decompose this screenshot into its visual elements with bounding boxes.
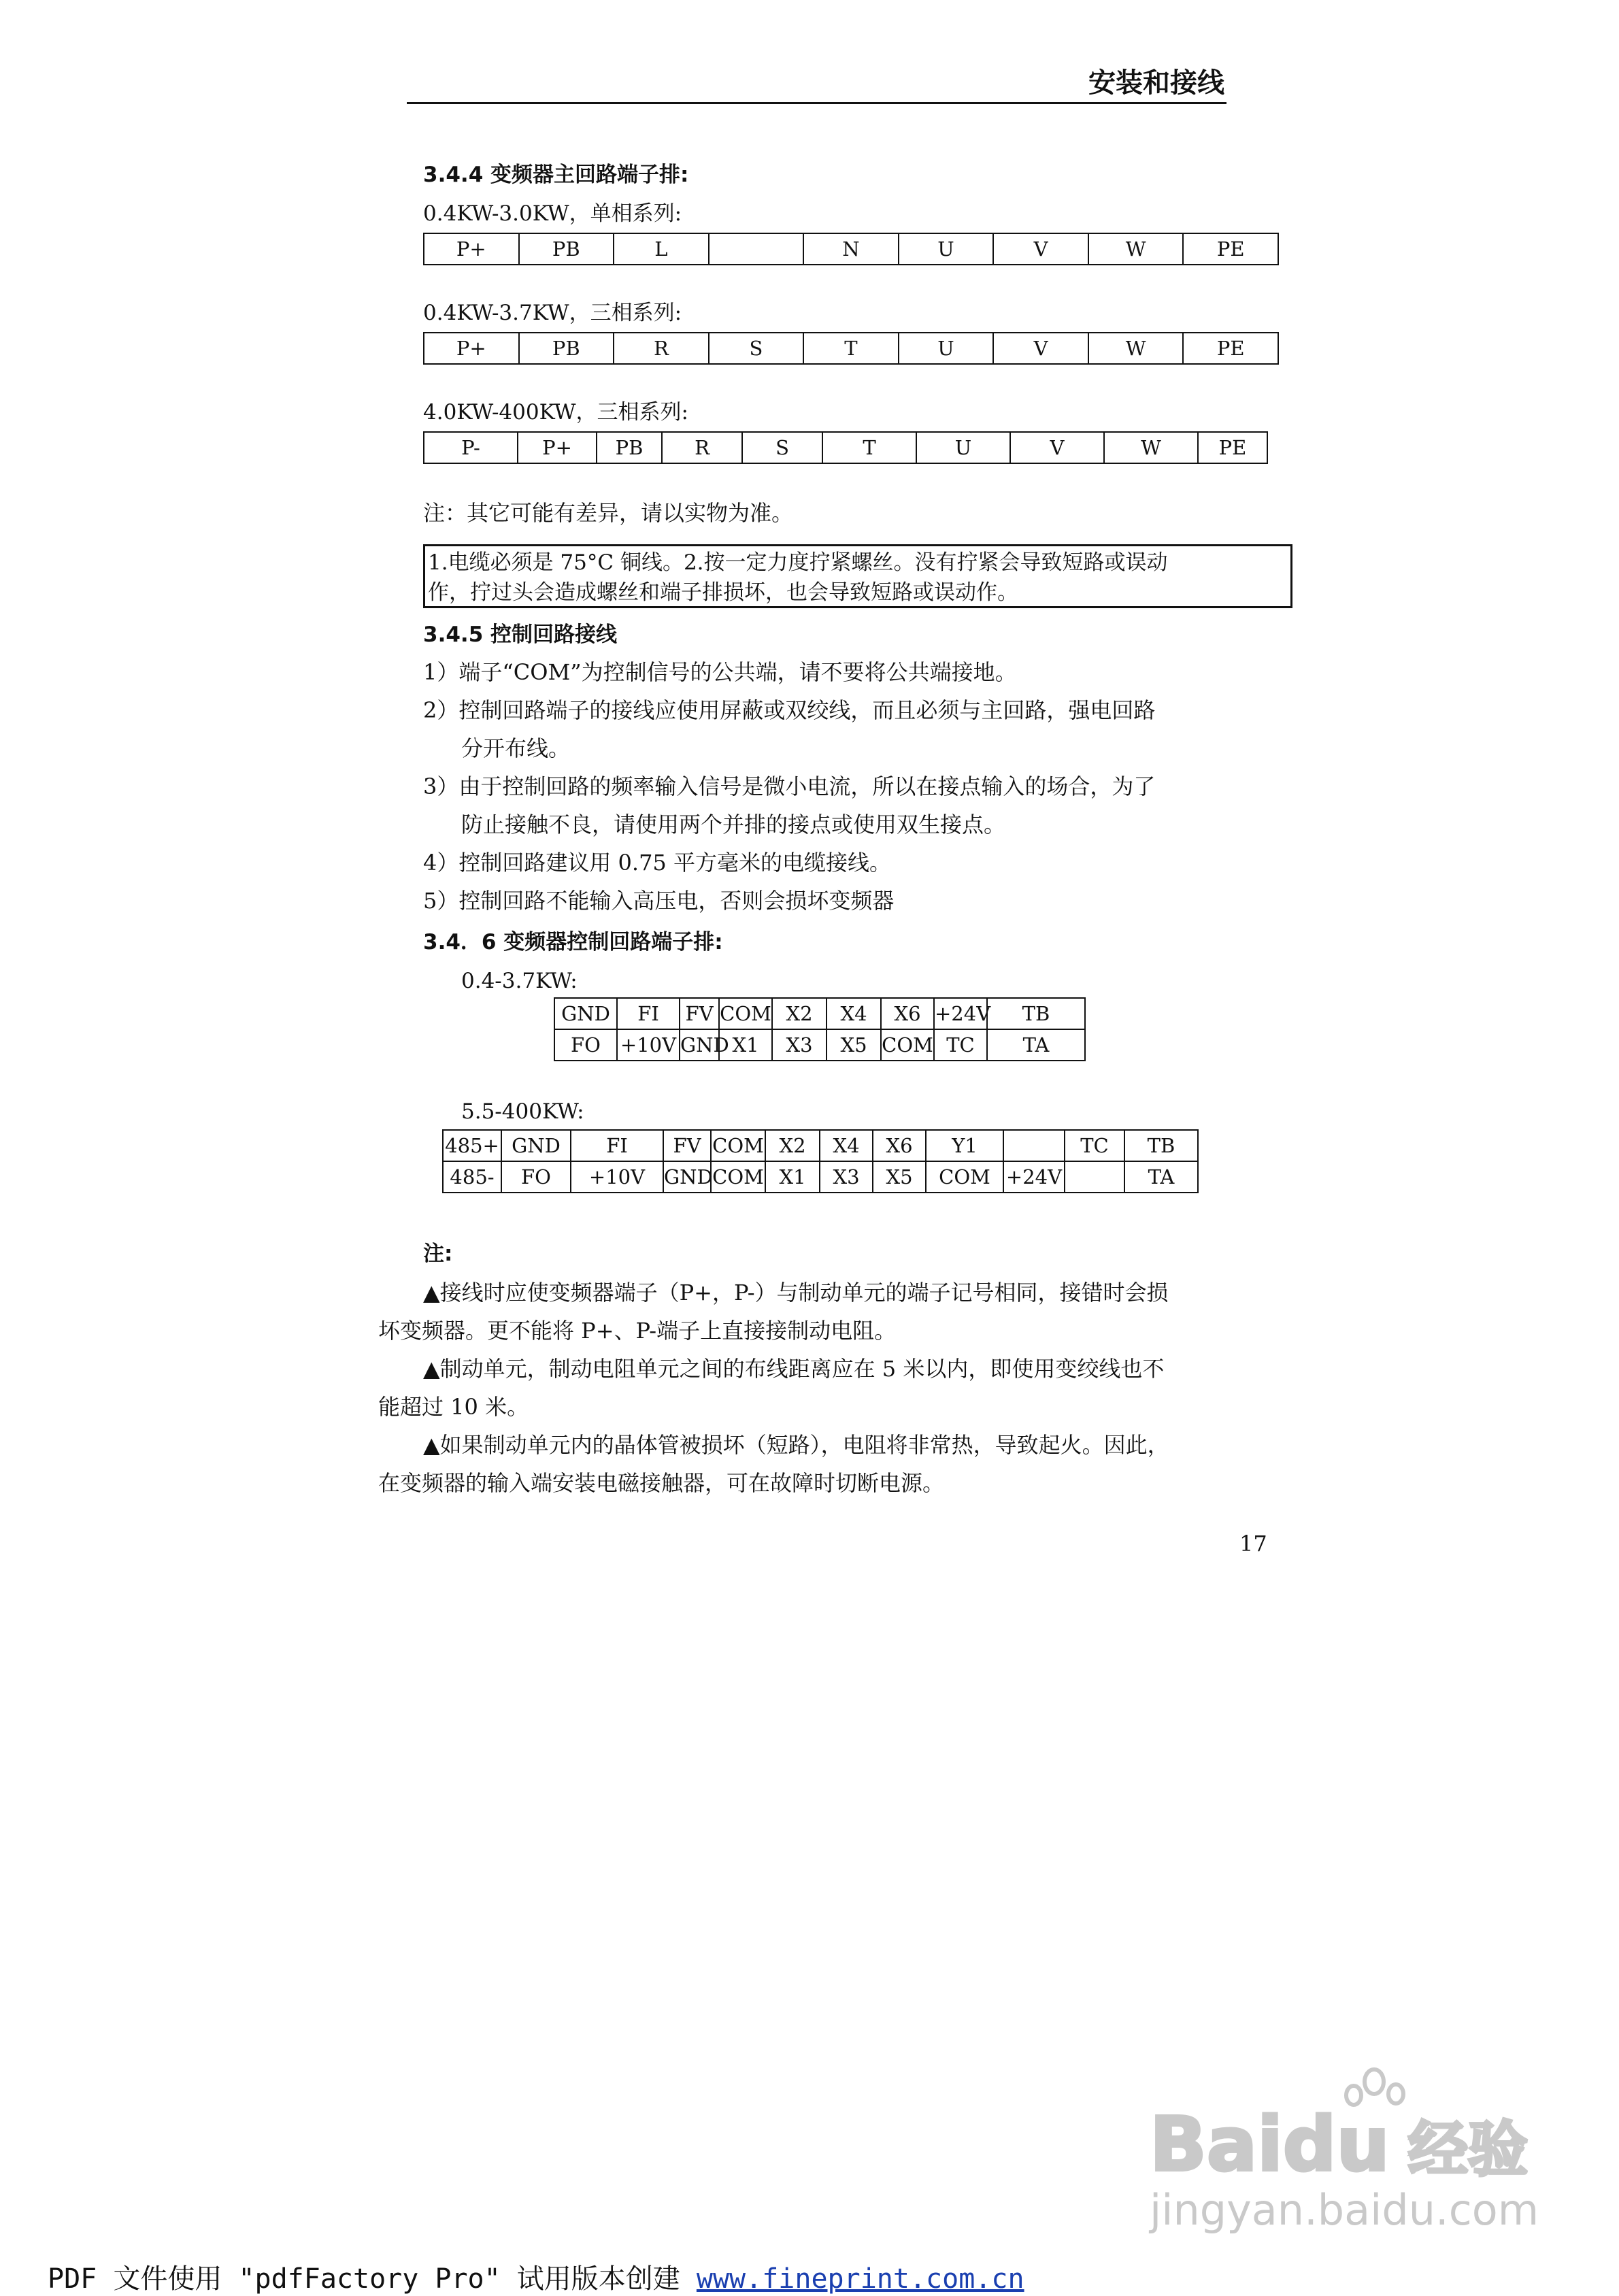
- terminal-cell: W: [1088, 333, 1184, 364]
- baidu-watermark: [1150, 2068, 1544, 2248]
- page-header-title: 安装和接线: [1088, 67, 1224, 99]
- terminal-cell: P-: [424, 432, 518, 463]
- terminal-cell: X1: [765, 1161, 820, 1193]
- terminal-cell: [1065, 1161, 1124, 1193]
- terminal-cell: PE: [1198, 432, 1267, 463]
- terminal-cell: PB: [519, 333, 614, 364]
- notes-heading: 注:: [423, 1242, 453, 1266]
- terminal-cell: PB: [519, 233, 614, 265]
- terminal-cell: U: [899, 233, 994, 265]
- terminal-cell: P+: [424, 333, 519, 364]
- terminal-cell: N: [803, 233, 899, 265]
- terminal-cell: PB: [597, 432, 662, 463]
- footer-text: PDF 文件使用 "pdfFactory Pro" 试用版本创建: [48, 2263, 697, 2295]
- list-item: 4）控制回路建议用 0.75 平方毫米的电缆接线。: [423, 850, 891, 876]
- terminal-cell: R: [662, 432, 742, 463]
- terminal-cell: U: [899, 333, 994, 364]
- page-number: 17: [1239, 1531, 1267, 1557]
- terminal-cell: TB: [1124, 1130, 1198, 1161]
- terminal-cell: T: [803, 333, 899, 364]
- terminal-cell: TC: [934, 1029, 987, 1061]
- terminal-cell: L: [614, 233, 709, 265]
- terminal-cell: +24V: [934, 998, 987, 1029]
- terminal-cell: [709, 233, 804, 265]
- terminal-cell: X5: [827, 1029, 881, 1061]
- warning-line-2: 作，拧过头会造成螺丝和端子排损坏，也会导致短路或误动作。: [428, 580, 1018, 605]
- terminal-cell: P+: [518, 432, 597, 463]
- terminal-cell: X3: [820, 1161, 873, 1193]
- control-table-large-caption: 5.5-400KW:: [461, 1099, 584, 1124]
- terminal-cell: GND: [501, 1130, 571, 1161]
- note-paragraph-continuation: 在变频器的输入端安装电磁接触器，可在故障时切断电源。: [378, 1470, 945, 1496]
- terminal-cell: Y1: [926, 1130, 1003, 1161]
- terminal-cell: X2: [772, 998, 827, 1029]
- note-paragraph-continuation: 坏变频器。更不能将 P+、P-端子上直接接制动电阻。: [378, 1318, 897, 1344]
- list-item: 3）由于控制回路的频率输入信号是微小电流，所以在接点输入的场合，为了: [423, 773, 1156, 799]
- terminal-cell: X5: [873, 1161, 926, 1193]
- terminal-cell: V: [993, 333, 1088, 364]
- terminal-cell: S: [742, 432, 822, 463]
- terminal-cell: W: [1104, 432, 1198, 463]
- terminal-cell: 485-: [443, 1161, 501, 1193]
- terminal-cell: 485+: [443, 1130, 501, 1161]
- note-paragraph: ▲接线时应使变频器端子（P+，P-）与制动单元的端子记号相同，接错时会损: [423, 1280, 1169, 1305]
- terminal-cell: TA: [1124, 1161, 1198, 1193]
- terminal-cell: COM: [719, 998, 772, 1029]
- list-item: 5）控制回路不能输入高压电，否则会损坏变频器: [423, 888, 895, 914]
- note-paragraph: ▲如果制动单元内的晶体管被损坏（短路），电阻将非常热，导致起火。因此，: [423, 1432, 1169, 1458]
- table1-caption: 0.4KW-3.0KW，单相系列:: [423, 201, 682, 226]
- control-wiring-list: [423, 653, 1321, 920]
- list-item-continuation: 分开布线。: [461, 735, 571, 761]
- terminal-cell: X4: [820, 1130, 873, 1161]
- list-item: 2）控制回路端子的接线应使用屏蔽或双绞线，而且必须与主回路，强电回路: [423, 697, 1156, 723]
- terminal-cell: GND: [680, 1029, 719, 1061]
- list-item: 1）端子“COM”为控制信号的公共端，请不要将公共端接地。: [423, 659, 1017, 685]
- warning-line-1: 1.电缆必须是 75°C 铜线。2.按一定力度拧紧螺丝。没有拧紧会导致短路或误动: [428, 550, 1168, 575]
- terminal-cell: U: [916, 432, 1010, 463]
- terminal-cell: +24V: [1003, 1161, 1065, 1193]
- terminal-cell: V: [993, 233, 1088, 265]
- terminal-cell: X3: [772, 1029, 827, 1061]
- cable-warning-box: [423, 544, 1292, 608]
- terminal-cell: V: [1010, 432, 1104, 463]
- terminal-table-three-phase-large: [423, 431, 1268, 464]
- control-terminals-heading: 3.4．6 变频器控制回路端子排:: [423, 930, 723, 954]
- header-divider: [407, 102, 1226, 104]
- terminal-cell: GND: [663, 1161, 711, 1193]
- main-circuit-heading: 3.4.4 变频器主回路端子排:: [423, 163, 689, 187]
- terminal-cell: P+: [424, 233, 519, 265]
- note-paragraph: ▲制动单元，制动电阻单元之间的布线距离应在 5 米以内，即使用变绞线也不: [423, 1356, 1165, 1382]
- notes-paragraphs: [378, 1274, 1276, 1502]
- terminal-cell: T: [822, 432, 916, 463]
- note-paragraph-continuation: 能超过 10 米。: [378, 1394, 529, 1420]
- terminal-cell: FI: [617, 998, 680, 1029]
- list-item-continuation: 防止接触不良，请使用两个并排的接点或使用双生接点。: [461, 812, 1006, 837]
- control-wiring-heading: 3.4.5 控制回路接线: [423, 622, 618, 647]
- terminal-cell: FV: [680, 998, 719, 1029]
- table2-caption: 0.4KW-3.7KW，三相系列:: [423, 301, 682, 325]
- terminal-cell: TA: [987, 1029, 1085, 1061]
- terminal-cell: TC: [1065, 1130, 1124, 1161]
- terminal-cell: FO: [501, 1161, 571, 1193]
- terminal-cell: S: [709, 333, 804, 364]
- terminal-table-single-phase: [423, 233, 1279, 265]
- terminal-cell: X1: [719, 1029, 772, 1061]
- terminal-cell: X2: [765, 1130, 820, 1161]
- terminal-cell: COM: [711, 1161, 765, 1193]
- control-table-small-caption: 0.4-3.7KW:: [461, 969, 578, 993]
- fineprint-link[interactable]: www.fineprint.com.cn: [696, 2263, 1024, 2295]
- terminal-cell: +10V: [571, 1161, 663, 1193]
- terminal-cell: X4: [827, 998, 881, 1029]
- main-circuit-note: 注：其它可能有差异，请以实物为准。: [423, 500, 794, 526]
- control-terminal-table-small: [554, 997, 1086, 1061]
- terminal-cell: X6: [873, 1130, 926, 1161]
- terminal-cell: COM: [881, 1029, 934, 1061]
- watermark-brand: Baidu: [1150, 2101, 1390, 2188]
- terminal-cell: +10V: [617, 1029, 680, 1061]
- baidu-paw-logo: [1150, 2068, 1544, 2245]
- terminal-cell: X6: [881, 998, 934, 1029]
- terminal-cell: W: [1088, 233, 1184, 265]
- control-terminal-table-large: [442, 1129, 1199, 1193]
- table3-caption: 4.0KW-400KW，三相系列:: [423, 400, 688, 425]
- pdf-footer: [48, 2257, 1024, 2296]
- terminal-table-three-phase-small: [423, 332, 1279, 365]
- watermark-url: jingyan.baidu.com: [1150, 2185, 1539, 2235]
- terminal-cell: TB: [987, 998, 1085, 1029]
- terminal-cell: COM: [926, 1161, 1003, 1193]
- terminal-cell: FV: [663, 1130, 711, 1161]
- terminal-cell: PE: [1183, 333, 1278, 364]
- terminal-cell: [1003, 1130, 1065, 1161]
- terminal-cell: COM: [711, 1130, 765, 1161]
- terminal-cell: FI: [571, 1130, 663, 1161]
- terminal-cell: R: [614, 333, 709, 364]
- watermark-suffix: 经验: [1408, 2114, 1529, 2184]
- terminal-cell: PE: [1183, 233, 1278, 265]
- terminal-cell: GND: [554, 998, 617, 1029]
- terminal-cell: FO: [554, 1029, 617, 1061]
